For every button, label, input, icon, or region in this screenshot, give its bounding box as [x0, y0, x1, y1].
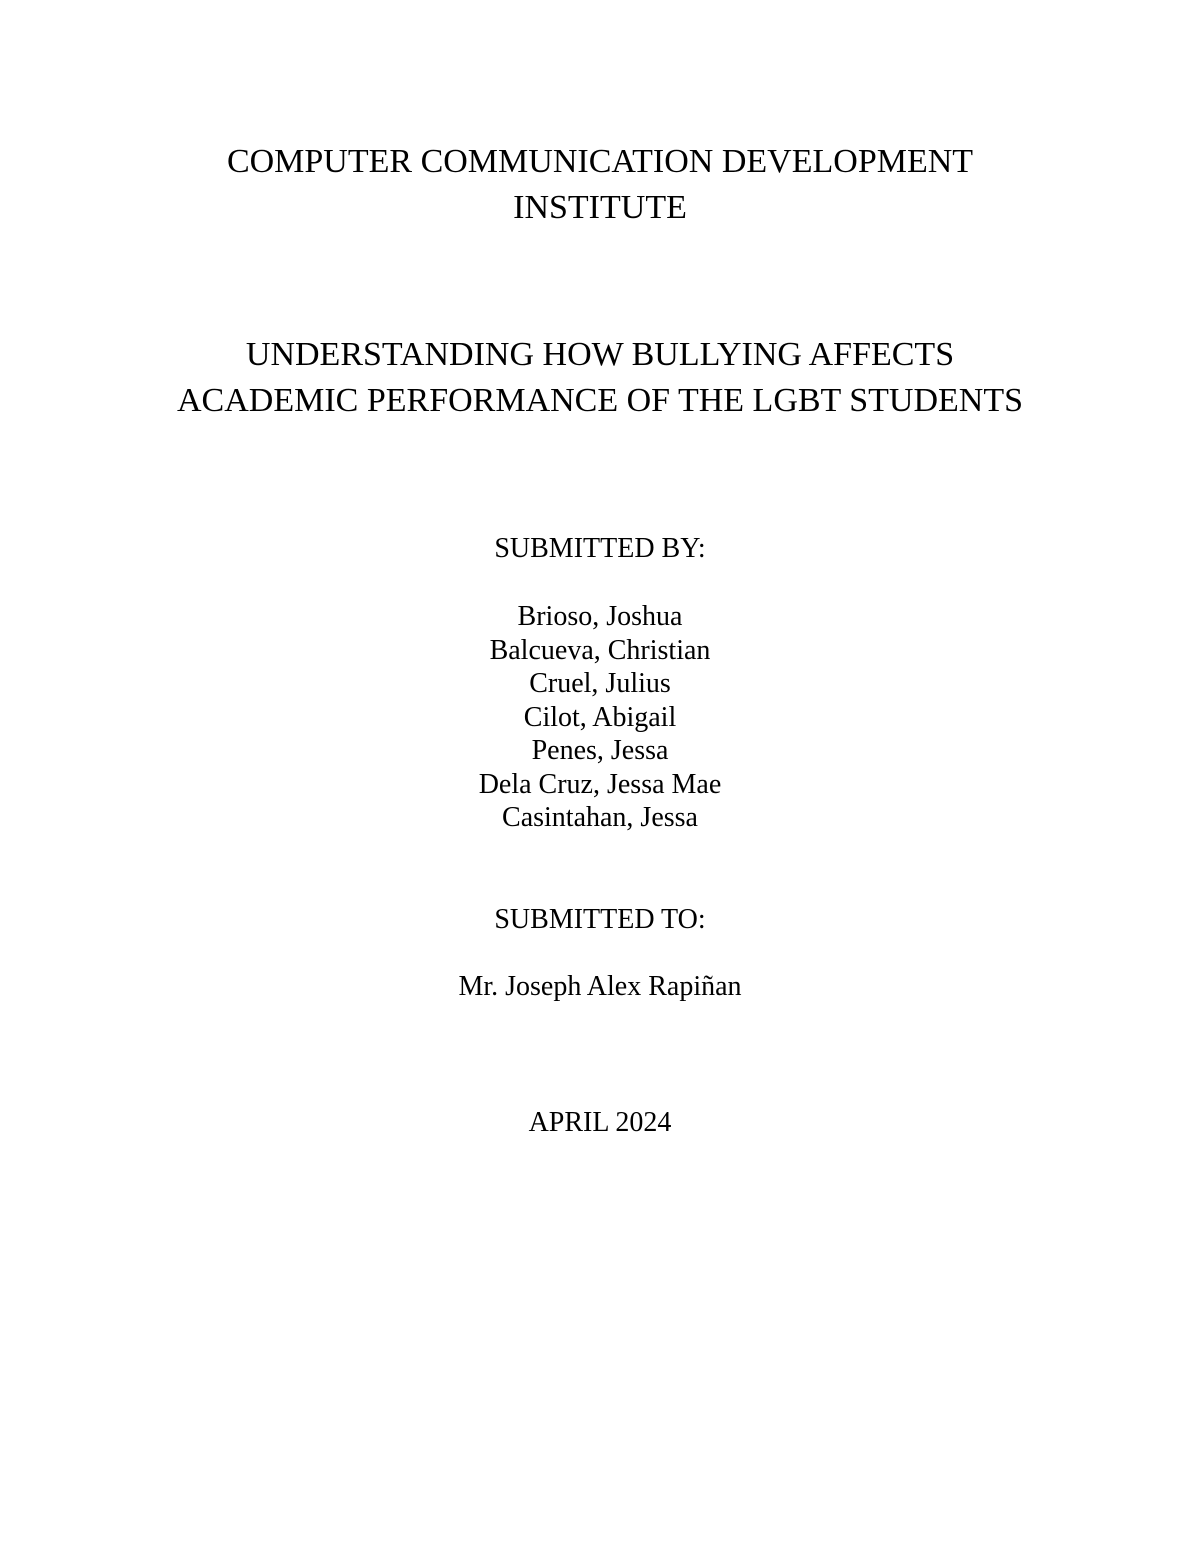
paper-title	[0, 332, 1200, 424]
submission-date	[0, 1106, 1200, 1140]
author-name: Cruel, Julius	[529, 668, 671, 699]
institute-name	[0, 139, 1200, 231]
adviser-name	[0, 970, 1200, 1004]
author-list	[0, 600, 1200, 835]
submitted-by-label	[0, 532, 1200, 566]
author-name: Penes, Jessa	[531, 735, 669, 766]
institute-line-1: COMPUTER COMMUNICATION DEVELOPMENT	[226, 143, 974, 180]
date-text: APRIL 2024	[528, 1107, 672, 1138]
adviser-text: Mr. Joseph Alex Rapiñan	[458, 971, 742, 1002]
institute-line-2: INSTITUTE	[513, 189, 687, 226]
submitted-to-text: SUBMITTED TO:	[494, 904, 706, 935]
author-name: Balcueva, Christian	[489, 634, 711, 666]
submitted-by-text: SUBMITTED BY:	[494, 533, 706, 564]
author-name: Dela Cruz, Jessa Mae	[478, 768, 722, 800]
author-name: Brioso, Joshua	[517, 601, 683, 632]
author-name: Cilot, Abigail	[523, 701, 677, 733]
title-line-2: ACADEMIC PERFORMANCE OF THE LGBT STUDENTS	[177, 382, 1023, 419]
submitted-to-label	[0, 903, 1200, 937]
title-line-1: UNDERSTANDING HOW BULLYING AFFECTS	[245, 336, 955, 373]
author-name: Casintahan, Jessa	[502, 802, 698, 833]
